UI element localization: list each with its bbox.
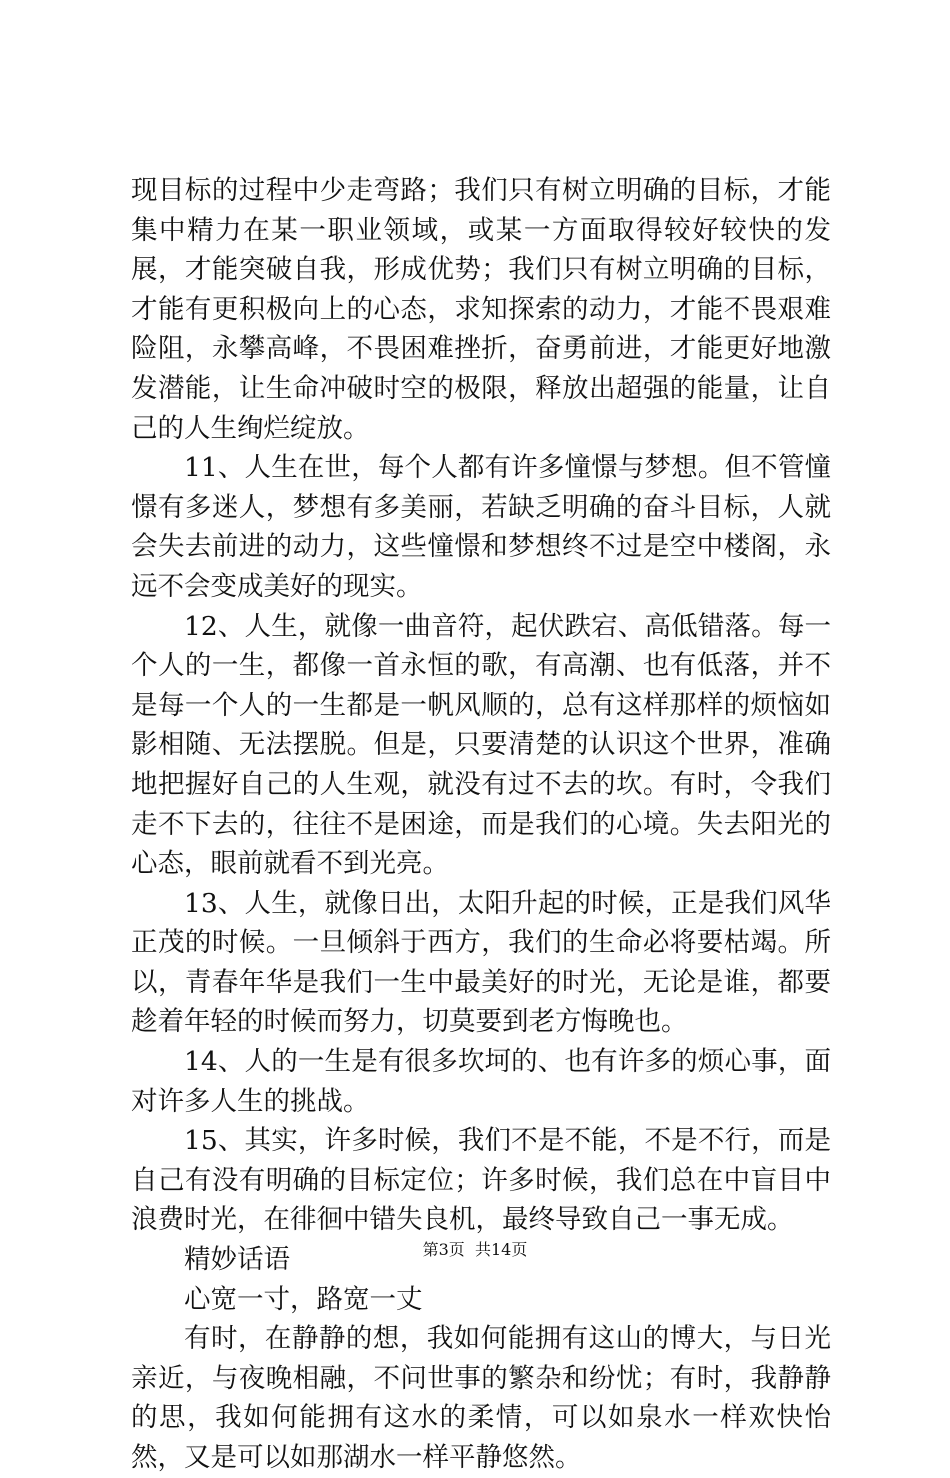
document-body	[131, 171, 831, 1478]
footer-spacer	[465, 1240, 475, 1259]
paragraph-item-12: 12、人生，就像一曲音符，起伏跌宕、高低错落。每一个人的一生，都像一首永恒的歌，有高潮、也有低落，并不是每一个人的一生都是一帆风顺的，总有这样那样的烦恼如影相随、无法摆脱。但是，只要清楚的认识这个世界，准确地把握好自己的人生观，就没有过不去的坎。有时，令我们走不下去的，往往不是困途，而是我们的心境。失去阳光的心态，眼前就看不到光亮。	[131, 610, 831, 880]
paragraph-item-15: 15、其实，许多时候，我们不是不能，不是不行，而是自己有没有明确的目标定位；许多时候，我们总在中盲目中浪费时光，在徘徊中错失良机，最终导致自己一事无成。	[131, 1125, 831, 1236]
page-total: 共14页	[474, 1240, 528, 1259]
section-heading: 精妙话语	[184, 1244, 290, 1276]
page-footer	[0, 1239, 950, 1261]
paragraph-item-11: 11、人生在世，每个人都有许多憧憬与梦想。但不管憧憬有多迷人，梦想有多美丽，若缺乏明确的奋斗目标，人就会失去前进的动力，这些憧憬和梦想终不过是空中楼阁，永远不会变成美好的现实。	[131, 452, 831, 602]
paragraph-item-13: 13、人生，就像日出，太阳升起的时候，正是我们风华正茂的时候。一旦倾斜于西方，我们的生命必将要枯竭。所以，青春年华是我们一生中最美好的时光，无论是谁，都要趁着年轻的时候而努力，切莫要到老方悔晚也。	[131, 887, 831, 1038]
paragraph-continuation: 现目标的过程中少走弯路；我们只有树立明确的目标，才能集中精力在某一职业领域，或某一方面取得较好较快的发展，才能突破自我，形成优势；我们只有树立明确的目标，才能有更积极向上的心态，求知探索的动力，才能不畏艰难险阻，永攀高峰，不畏困难挫折，奋勇前进，才能更好地激发潜能，让生命冲破时空的极限，释放出超强的能量，让自己的人生绚烂绽放。	[131, 175, 831, 444]
paragraph-item-14: 14、人的一生是有很多坎坷的、也有许多的烦心事，面对许多人生的挑战。	[131, 1046, 831, 1117]
page-number: 第3页	[422, 1240, 465, 1259]
section-subheading: 心宽一寸，路宽一丈	[184, 1283, 423, 1315]
paragraph-final: 有时，在静静的想，我如何能拥有这山的博大，与日光亲近，与夜晚相融，不问世事的繁杂和纷忧；有时，我静静的思，我如何能拥有这水的柔情，可以如泉水一样欢快怡然，又是可以如那湖水一样平静悠然。	[131, 1323, 831, 1473]
